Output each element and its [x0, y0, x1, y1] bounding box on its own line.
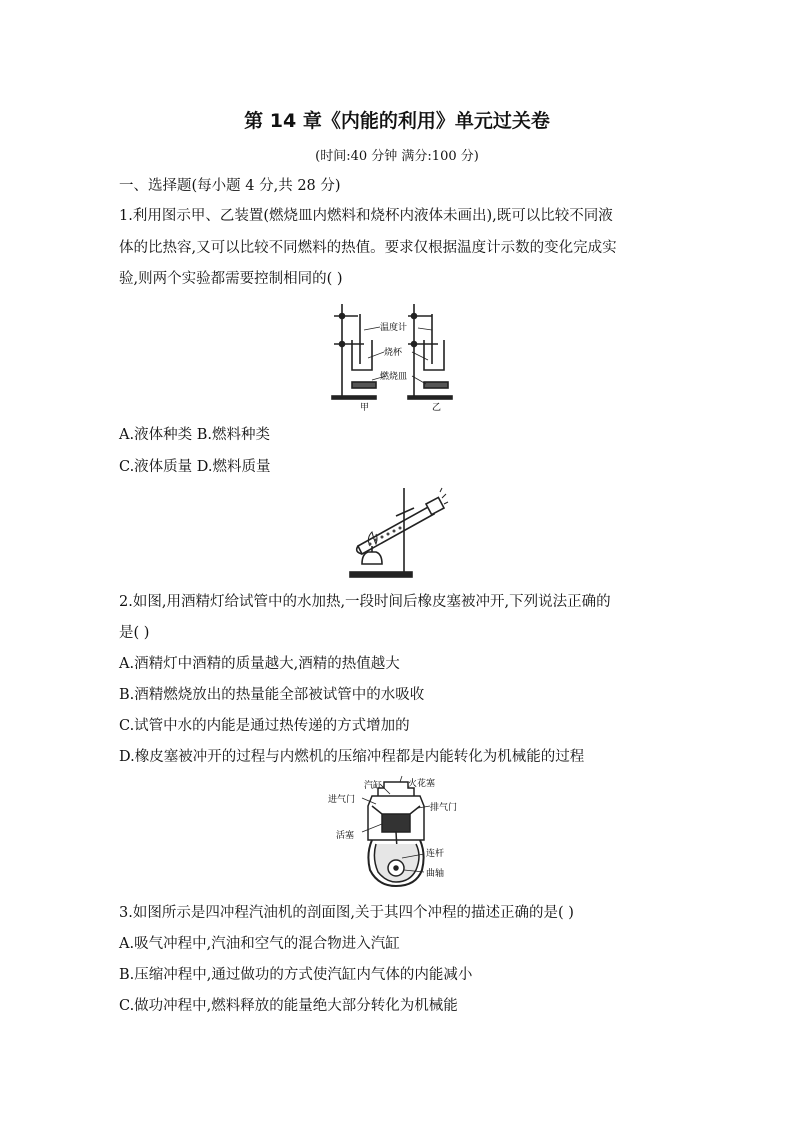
- q3-option-c: C.做功冲程中,燃料释放的能量绝大部分转化为机械能: [119, 998, 458, 1014]
- q1-options-cd: C.液体质量 D.燃料质量: [119, 459, 271, 475]
- engine-figure: [326, 774, 476, 892]
- alcohol-lamp-figure: [344, 484, 450, 582]
- label-burning-dish: 燃烧皿: [380, 372, 408, 382]
- q1-line-2: 体的比热容,又可以比较不同燃料的热值。要求仅根据温度计示数的变化完成实: [119, 240, 617, 256]
- label-jia: 甲: [360, 403, 370, 413]
- page-title: 第 14 章《内能的利用》单元过关卷: [244, 110, 550, 132]
- q1-line-1: 1.利用图示甲、乙装置(燃烧皿内燃料和烧杯内液体未画出),既可以比较不同液: [119, 208, 613, 224]
- exam-info: (时间:40 分钟 满分:100 分): [315, 149, 479, 164]
- label-cylinder: 汽缸: [364, 781, 383, 791]
- q3-line-1: 3.如图所示是四冲程汽油机的剖面图,关于其四个冲程的描述正确的是( ): [119, 905, 574, 921]
- label-connecting-rod: 连杆: [426, 849, 445, 859]
- label-exhaust-valve: 排气门: [430, 803, 458, 813]
- q2-line-1: 2.如图,用酒精灯给试管中的水加热,一段时间后橡皮塞被冲开,下列说法正确的: [119, 594, 611, 610]
- label-piston: 活塞: [336, 831, 355, 841]
- label-spark-plug: 火花塞: [408, 779, 436, 789]
- section-heading: 一、选择题(每小题 4 分,共 28 分): [119, 178, 341, 194]
- apparatus-figure: [328, 300, 468, 414]
- label-thermometer: 温度计: [380, 323, 408, 333]
- q3-option-b: B.压缩冲程中,通过做功的方式使汽缸内气体的内能减小: [119, 967, 473, 983]
- q2-option-d: D.橡皮塞被冲开的过程与内燃机的压缩冲程都是内能转化为机械能的过程: [119, 749, 585, 765]
- q1-line-3: 验,则两个实验都需要控制相同的( ): [119, 271, 343, 287]
- label-yi: 乙: [432, 403, 442, 413]
- label-beaker: 烧杯: [384, 348, 403, 358]
- label-crankshaft: 曲轴: [426, 869, 445, 879]
- q2-option-b: B.酒精燃烧放出的热量能全部被试管中的水吸收: [119, 687, 425, 703]
- q1-options-ab: A.液体种类 B.燃料种类: [119, 427, 270, 443]
- q2-option-a: A.酒精灯中酒精的质量越大,酒精的热值越大: [119, 656, 400, 672]
- q3-option-a: A.吸气冲程中,汽油和空气的混合物进入汽缸: [119, 936, 400, 952]
- label-intake-valve: 进气门: [328, 795, 356, 805]
- q2-option-c: C.试管中水的内能是通过热传递的方式增加的: [119, 718, 410, 734]
- q2-line-2: 是( ): [119, 625, 150, 641]
